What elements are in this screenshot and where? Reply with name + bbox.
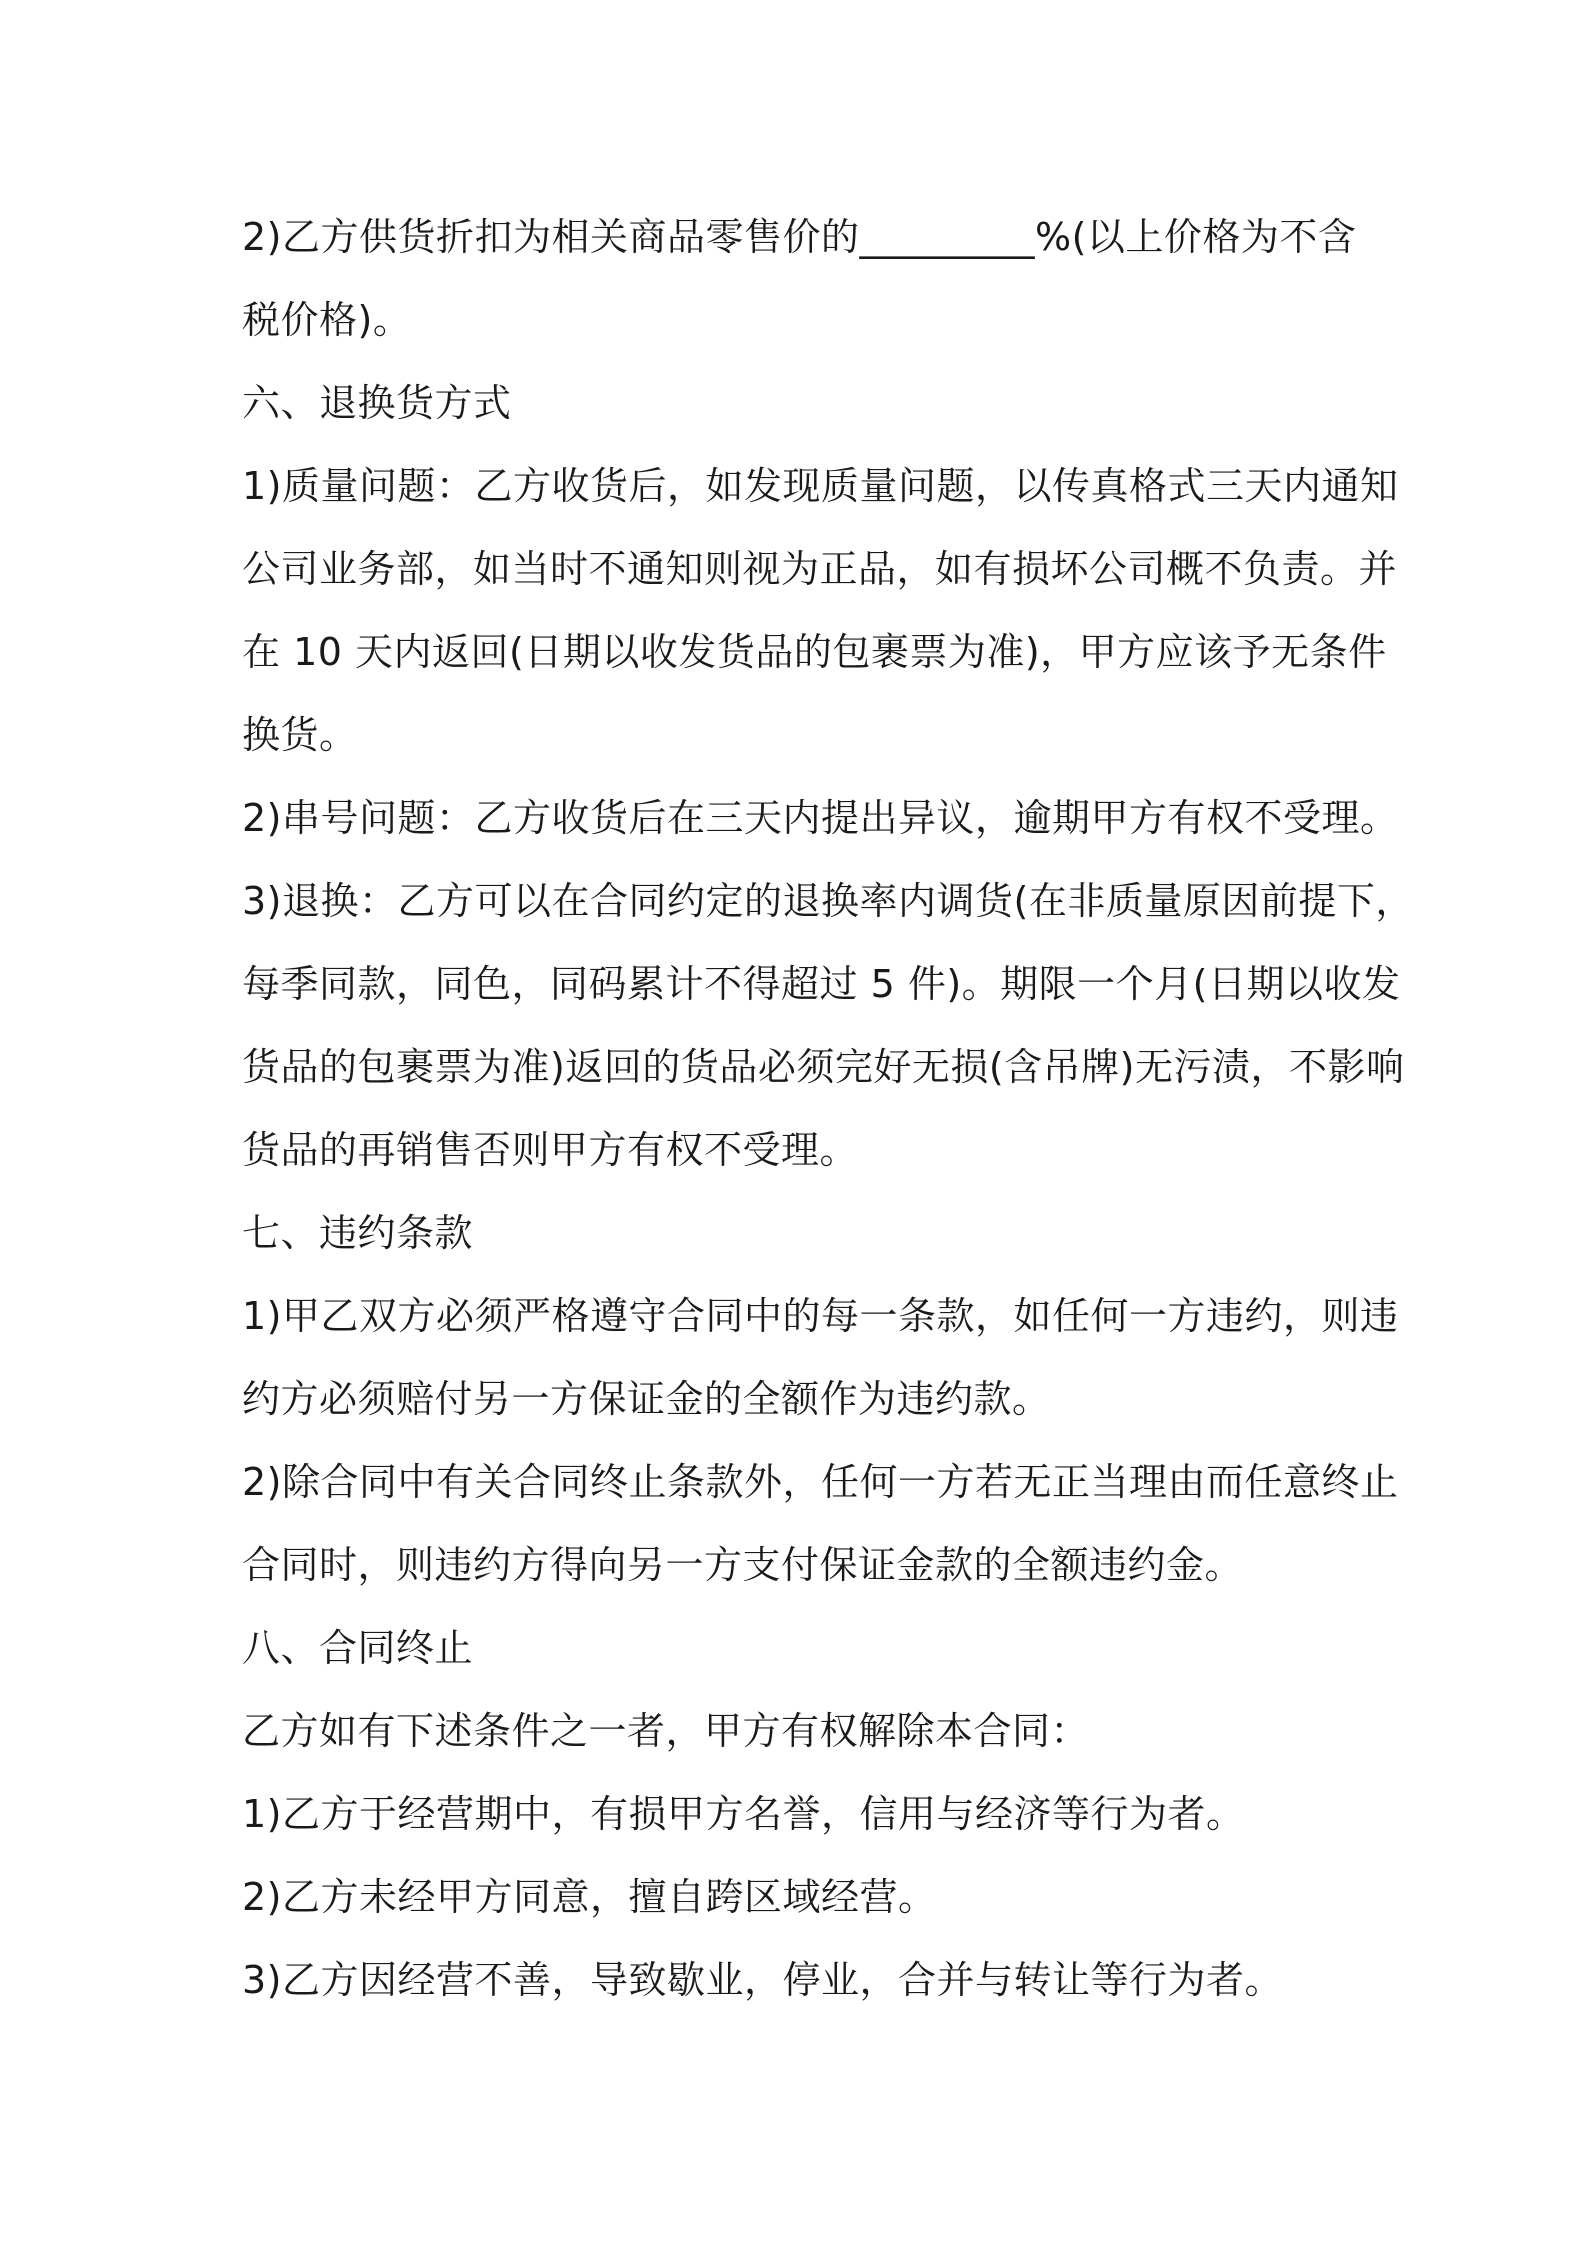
text-line: 1)乙方于经营期中，有损甲方名誉，信用与经济等行为者。	[242, 1792, 1245, 1836]
text-line: 2)乙方未经甲方同意，擅自跨区域经营。	[242, 1875, 937, 1919]
text-line: 2)除合同中有关合同终止条款外，任何一方若无正当理由而任意终止	[242, 1460, 1399, 1504]
text-line: 约方必须赔付另一方保证金的全额作为违约款。	[242, 1377, 1051, 1421]
text-line: 1)甲乙双方必须严格遵守合同中的每一条款，如任何一方违约，则违	[242, 1294, 1399, 1338]
text-line: 合同时，则违约方得向另一方支付保证金款的全额违约金。	[242, 1543, 1244, 1587]
text-line: 乙方如有下述条件之一者，甲方有权解除本合同：	[242, 1709, 1090, 1753]
text-line: 每季同款，同色，同码累计不得超过 5 件)。期限一个月(日期以收发	[242, 962, 1401, 1006]
text-line: 货品的包裹票为准)返回的货品必须完好无损(含吊牌)无污渍，不影响	[242, 1045, 1405, 1089]
text-line: 1)质量问题：乙方收货后，如发现质量问题，以传真格式三天内通知	[242, 464, 1399, 508]
text-line: 2)乙方供货折扣为相关商品零售价的_________%(以上价格为不含	[242, 215, 1357, 259]
text-line: 货品的再销售否则甲方有权不受理。	[242, 1128, 859, 1172]
text-line: 3)乙方因经营不善，导致歇业，停业，合并与转让等行为者。	[242, 1958, 1284, 2002]
text-line: 在 10 天内返回(日期以收发货品的包裹票为准)，甲方应该予无条件	[242, 630, 1387, 674]
contract-text-body	[242, 196, 1414, 2022]
text-line: 3)退换：乙方可以在合同约定的退换率内调货(在非质量原因前提下，	[242, 879, 1414, 923]
text-line: 2)串号问题：乙方收货后在三天内提出异议，逾期甲方有权不受理。	[242, 796, 1399, 840]
text-line: 公司业务部，如当时不通知则视为正品，如有损坏公司概不负责。并	[242, 547, 1398, 591]
text-line: 税价格)。	[242, 298, 412, 342]
section-heading: 六、退换货方式	[242, 381, 512, 425]
text-line: 换货。	[242, 713, 358, 757]
section-heading: 七、违约条款	[242, 1211, 474, 1255]
section-heading: 八、合同终止	[242, 1626, 474, 1670]
